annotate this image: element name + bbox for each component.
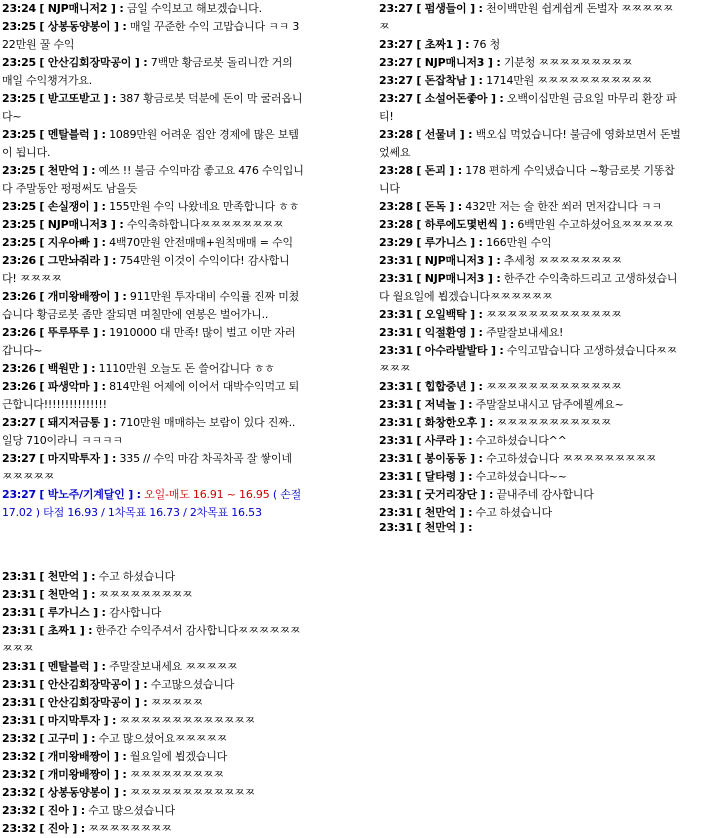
message-author: [ 달타령 ] :: [416, 470, 473, 483]
message-author: [ 봉이동동 ] :: [416, 452, 483, 465]
message-text: ㅉㅉㅉㅉㅉㅉㅉㅉㅉㅉㅉㅉ: [129, 786, 256, 799]
chat-message: [379, 468, 681, 486]
message-timestamp: 23:25: [2, 164, 37, 177]
message-author: [ 선물녀 ] :: [416, 128, 473, 141]
message-timestamp: 23:31: [379, 521, 414, 534]
message-author: [ 오일백탁 ] :: [416, 308, 483, 321]
message-author: [ 천만억 ] :: [39, 164, 96, 177]
message-text: 178 편하게 수익냈습니다 ~황금로봇 기똥찹니다: [379, 164, 675, 195]
message-timestamp: 23:31: [379, 434, 414, 447]
message-timestamp: 23:27: [2, 488, 37, 501]
message-timestamp: 23:25: [2, 200, 37, 213]
message-author: [ 돈괴 ] :: [416, 164, 462, 177]
message-text: 수고 하셨습니다: [475, 506, 552, 519]
message-text: 주말잘보내시고 담주에뵐께요~: [475, 398, 624, 411]
chat-log-panel-right: [377, 0, 685, 535]
message-timestamp: 23:27: [379, 2, 414, 15]
chat-log-list: [0, 567, 308, 838]
chat-message: [379, 270, 681, 306]
message-timestamp: 23:31: [2, 696, 37, 709]
chat-message: [379, 450, 681, 468]
message-text: 월요일에 뵙겠습니다: [129, 750, 228, 763]
message-timestamp: 23:31: [379, 470, 414, 483]
message-author: [ NJP매니저2 ] :: [39, 2, 124, 15]
message-author: [ 돈잡착남 ] :: [416, 74, 483, 87]
message-text: 수고 많으셨어요ㅉㅉㅉㅉㅉ: [98, 732, 228, 745]
message-timestamp: 23:31: [2, 678, 37, 691]
message-timestamp: 23:27: [379, 56, 414, 69]
message-text: 754만원 이것이 수익이다! 감사합니다! ㅉㅉㅉㅉ: [2, 254, 290, 285]
message-author: [ 멘탈블럭 ] :: [39, 660, 106, 673]
message-timestamp: 23:31: [2, 570, 37, 583]
message-timestamp: 23:31: [379, 452, 414, 465]
message-author: [ 개미왕배짱이 ] :: [39, 750, 127, 763]
message-author: [ 굿거리장단 ] :: [416, 488, 494, 501]
message-timestamp: 23:31: [379, 488, 414, 501]
message-text: 추세청 ㅉㅉㅉㅉㅉㅉㅉㅉ: [503, 254, 622, 267]
message-author: [ 펌생들이 ] :: [416, 2, 483, 15]
message-text: ㅉㅉㅉㅉㅉㅉㅉㅉㅉ: [98, 588, 193, 601]
chat-message: [2, 568, 304, 586]
message-text: 814만원 어제에 이어서 대박수익먹고 퇴근합니다!!!!!!!!!!!!!!!: [2, 380, 300, 411]
message-text: 수고하셨습니다~~: [475, 470, 567, 483]
message-timestamp: 23:28: [379, 200, 414, 213]
chat-message: [2, 126, 304, 162]
message-text: 끝내주네 감사합니다: [496, 488, 594, 501]
chat-message: [2, 216, 304, 234]
chat-message: [2, 90, 304, 126]
message-author: [ 하루에도몇번씩 ] :: [416, 218, 515, 231]
message-author: [ 파생악마 ] :: [39, 380, 106, 393]
message-author: [ 힙합중년 ] :: [416, 380, 483, 393]
message-timestamp: 23:32: [2, 732, 37, 745]
chat-message: [379, 36, 681, 54]
message-timestamp: 23:26: [2, 290, 37, 303]
message-text: 매일 꾸준한 수익 고맙습니다 ㅋㅋ 322만원 꿀 수익: [2, 20, 300, 51]
message-timestamp: 23:31: [2, 624, 37, 637]
chat-message: [2, 658, 304, 676]
message-timestamp: 23:24: [2, 2, 37, 15]
chat-log-panel-bottom: [0, 567, 308, 835]
message-author: [ 마지막투자 ] :: [39, 452, 117, 465]
message-timestamp: 23:32: [2, 768, 37, 781]
message-text: 1089만원 어려운 집안 경제에 많은 보템이 됩니다.: [2, 128, 299, 159]
message-timestamp: 23:31: [2, 714, 37, 727]
message-text: 수고하셨습니다^^: [475, 434, 567, 447]
message-timestamp: 23:32: [2, 786, 37, 799]
message-timestamp: 23:31: [379, 308, 414, 321]
message-author: [ 익절환영 ] :: [416, 326, 483, 339]
message-timestamp: 23:26: [2, 362, 37, 375]
message-timestamp: 23:28: [379, 128, 414, 141]
message-timestamp: 23:31: [2, 588, 37, 601]
chat-message: [2, 360, 304, 378]
chat-message: [379, 126, 681, 162]
chat-message: [379, 378, 681, 396]
message-timestamp: 23:27: [2, 452, 37, 465]
message-author: [ 안산김회장막공이 ] :: [39, 696, 148, 709]
message-author: [ 돼지저금통 ] :: [39, 416, 117, 429]
chat-message: [2, 0, 304, 18]
message-text: 수고 하셨습니다: [98, 570, 175, 583]
message-text: 6백만원 수고하셨어요ㅉㅉㅉㅉㅉ: [517, 218, 674, 231]
message-author: [ 루가니스 ] :: [416, 236, 483, 249]
message-text: 오백이십만원 금요일 마무리 환장 파티!: [379, 92, 677, 123]
message-text: 155만원 수익 나왔네요 만족합니다 ㅎㅎ: [109, 200, 300, 213]
chat-message: [379, 414, 681, 432]
message-text: 1110만원 오늘도 돈 쓸어갑니다 ㅎㅎ: [98, 362, 275, 375]
message-timestamp: 23:27: [379, 74, 414, 87]
chat-message: [379, 72, 681, 90]
message-text: 감사합니다: [109, 606, 162, 619]
message-timestamp: 23:29: [379, 236, 414, 249]
message-author: [ 진아 ] :: [39, 804, 85, 817]
chat-message: [379, 198, 681, 216]
message-text: ㅉㅉㅉㅉㅉㅉㅉㅉ: [88, 822, 172, 835]
message-author: [ 사쿠라 ] :: [416, 434, 473, 447]
message-text: ㅉㅉㅉㅉㅉㅉㅉㅉㅉㅉㅉㅉㅉ: [486, 308, 622, 321]
chat-message: [2, 378, 304, 414]
message-author: [ 손실쟁이 ] :: [39, 200, 106, 213]
message-text: 387 황금로봇 덕분에 돈이 막 굴러옵니다~: [2, 92, 303, 123]
chat-message: [2, 694, 304, 712]
message-timestamp: 23:31: [379, 344, 414, 357]
chat-message: [2, 18, 304, 54]
message-author: [ 그만놔줘라 ] :: [39, 254, 117, 267]
message-author: [ 진아 ] :: [39, 822, 85, 835]
message-text: 수고하셨습니다 ㅉㅉㅉㅉㅉㅉㅉㅉㅉ: [486, 452, 657, 465]
chat-message: [379, 432, 681, 450]
chat-message: [379, 324, 681, 342]
chat-message: [379, 0, 681, 36]
message-author: [ 마지막투자 ] :: [39, 714, 117, 727]
message-timestamp: 23:26: [2, 254, 37, 267]
message-text: 오일-매도 16.91 ~ 16.95: [144, 488, 270, 501]
message-timestamp: 23:32: [2, 822, 37, 835]
message-timestamp: 23:27: [2, 416, 37, 429]
message-text: 천이백만원 쉽게쉽게 돈벌자 ㅉㅉㅉㅉㅉㅉ: [379, 2, 674, 33]
chat-message: [2, 414, 304, 450]
message-subtext: ( 손절 17.02 ) 타점 16.93 / 1차목표 16.73 / 2차목표 16.53: [2, 488, 302, 519]
message-author: [ 지우아빠 ] :: [39, 236, 106, 249]
message-author: [ 안산김회장막공이 ] :: [39, 56, 148, 69]
message-author: [ 개미왕배짱이 ] :: [39, 768, 127, 781]
chat-log-panel-left: [0, 0, 308, 535]
message-author: [ 상봉동양봉이 ] :: [39, 20, 127, 33]
chat-message: [2, 252, 304, 288]
message-author: [ 저녁놀 ] :: [416, 398, 473, 411]
message-author: [ 개미왕배짱이 ] :: [39, 290, 127, 303]
message-timestamp: 23:31: [379, 398, 414, 411]
message-text: 수익축하합니다ㅉㅉㅉㅉㅉㅉㅉㅉ: [126, 218, 284, 231]
message-text: ㅉㅉㅉㅉㅉㅉㅉㅉㅉㅉㅉㅉㅉ: [119, 714, 256, 727]
message-timestamp: 23:32: [2, 750, 37, 763]
message-timestamp: 23:26: [2, 326, 37, 339]
chat-message: [2, 730, 304, 748]
chat-message: [379, 252, 681, 270]
message-text: 7백만 황금로봇 돌리니깐 거의 매일 수익챙겨가요.: [2, 56, 293, 87]
chat-message: [379, 486, 681, 504]
chat-message: [2, 450, 304, 486]
message-timestamp: 23:31: [2, 606, 37, 619]
message-text: 710만원 매매하는 보람이 있다 진짜..일당 710이라니 ㅋㅋㅋㅋ: [2, 416, 296, 447]
message-text: ㅉㅉㅉㅉㅉㅉㅉㅉㅉㅉㅉㅉㅉ: [486, 380, 622, 393]
chat-message: [2, 586, 304, 604]
message-author: [ 천만억 ] :: [416, 506, 473, 519]
message-text: 백오십 먹었습니다! 불금에 영화보면서 돈벌었쎄요: [379, 128, 681, 159]
chat-message: [379, 162, 681, 198]
chat-message: [2, 604, 304, 622]
chat-message: [379, 216, 681, 234]
message-timestamp: 23:25: [2, 128, 37, 141]
message-timestamp: 23:25: [2, 56, 37, 69]
message-text: 금일 수익보고 해보겠습니다.: [126, 2, 262, 15]
message-author: [ 받고또받고 ] :: [39, 92, 117, 105]
chat-message: [379, 54, 681, 72]
chat-message: [2, 288, 304, 324]
chat-message: [2, 784, 304, 802]
message-author: [ 박노주/기계달인 ] :: [39, 488, 141, 501]
message-text: 예쓰 !! 불금 수익마감 좋고요 476 수익입니다 주말동안 펑펑써도 남을듯: [2, 164, 304, 195]
chat-message: [2, 622, 304, 658]
message-timestamp: 23:27: [379, 92, 414, 105]
message-author: [ 화창한오후 ] :: [416, 416, 494, 429]
message-timestamp: 23:31: [379, 272, 414, 285]
message-author: [ NJP매니저3 ] :: [416, 272, 501, 285]
message-author: [ 루가니스 ] :: [39, 606, 106, 619]
chat-log-list: [0, 0, 308, 522]
chat-message: [2, 712, 304, 730]
chat-notice-message: [2, 486, 304, 522]
message-text: 주말잘보내세요 ㅉㅉㅉㅉㅉ: [109, 660, 238, 673]
message-timestamp: 23:31: [379, 416, 414, 429]
message-timestamp: 23:31: [379, 380, 414, 393]
message-author: [ 상봉동양봉이 ] :: [39, 786, 127, 799]
chat-message: [2, 162, 304, 198]
chat-message: [2, 676, 304, 694]
message-author: [ 돈독 ] :: [416, 200, 462, 213]
message-timestamp: 23:27: [379, 38, 414, 51]
chat-message: [2, 802, 304, 820]
chat-log-list: [377, 0, 685, 537]
message-author: [ 소설어돈좋아 ] :: [416, 92, 504, 105]
message-text: 한주간 수익주셔서 감사합니다ㅉㅉㅉㅉㅉㅉㅉㅉㅉ: [2, 624, 301, 655]
message-timestamp: 23:28: [379, 164, 414, 177]
message-text: 수익고맙습니다 고생하셨습니다ㅉㅉㅉㅉㅉ: [379, 344, 678, 375]
message-text: 166만원 수익: [486, 236, 552, 249]
message-author: [ 초짜1 ] :: [39, 624, 93, 637]
message-timestamp: 23:31: [379, 254, 414, 267]
message-timestamp: 23:31: [2, 660, 37, 673]
chat-message: [2, 766, 304, 784]
chat-message: [379, 306, 681, 324]
message-author: [ 고구미 ] :: [39, 732, 96, 745]
message-author: [ 뚜루뚜루 ] :: [39, 326, 106, 339]
message-text: 주말잘보내세요!: [486, 326, 564, 339]
chat-message: [379, 234, 681, 252]
message-text: 4백70만원 안전매매+원칙매매 = 수익: [109, 236, 293, 249]
chat-message: [2, 234, 304, 252]
message-text: ㅉㅉㅉㅉㅉ: [150, 696, 203, 709]
message-timestamp: 23:31: [379, 326, 414, 339]
message-timestamp: 23:25: [2, 236, 37, 249]
message-author: [ 초짜1 ] :: [416, 38, 470, 51]
message-timestamp: 23:25: [2, 218, 37, 231]
message-author: [ 천만억 ] :: [39, 570, 96, 583]
message-text: ㅉㅉㅉㅉㅉㅉㅉㅉㅉㅉㅉ: [496, 416, 612, 429]
message-timestamp: 23:25: [2, 92, 37, 105]
chat-message: [2, 820, 304, 838]
message-author: [ 천만억 ] :: [39, 588, 96, 601]
message-text: 수고많으셨습니다: [150, 678, 235, 691]
message-text: 76 청: [472, 38, 500, 51]
message-text: 기분청 ㅉㅉㅉㅉㅉㅉㅉㅉㅉ: [503, 56, 633, 69]
message-text: 1714만원 ㅉㅉㅉㅉㅉㅉㅉㅉㅉㅉㅉ: [486, 74, 653, 87]
chat-message: [2, 198, 304, 216]
message-text: 수고 많으셨습니다: [88, 804, 175, 817]
message-timestamp: 23:25: [2, 20, 37, 33]
message-text: 한주간 수익축하드리고 고생하셨습니다 월요일에 뵙겠습니다ㅉㅉㅉㅉㅉㅉ: [379, 272, 678, 303]
message-author: [ 천만억 ] :: [416, 521, 473, 534]
message-text: 911만원 투자대비 수익률 진짜 미쳤습니다 황금로봇 좀만 잘되면 며칠만에 연봉은 벌어가니..: [2, 290, 300, 321]
chat-message: [379, 342, 681, 378]
chat-message: [379, 90, 681, 126]
message-author: [ NJP매니저3 ] :: [416, 56, 501, 69]
message-author: [ NJP매니저3 ] :: [39, 218, 124, 231]
message-text: ㅉㅉㅉㅉㅉㅉㅉㅉㅉ: [129, 768, 224, 781]
message-timestamp: 23:32: [2, 804, 37, 817]
chat-message: [2, 748, 304, 766]
message-timestamp: 23:26: [2, 380, 37, 393]
message-author: [ 멘탈블럭 ] :: [39, 128, 106, 141]
message-text: 432만 저는 술 한잔 쐬러 먼저갑니다 ㅋㅋ: [465, 200, 662, 213]
message-text: 1910000 대 만족! 많이 벌고 이만 자러갑니다~: [2, 326, 296, 357]
chat-message: [2, 324, 304, 360]
message-text: 335 // 수익 마감 차곡차곡 잘 쌓이네 ㅉㅉㅉㅉㅉ: [2, 452, 292, 483]
chat-message: [2, 54, 304, 90]
chat-message: [379, 396, 681, 414]
message-author: [ 안산김회장막공이 ] :: [39, 678, 148, 691]
message-author: [ 아수라발발타 ] :: [416, 344, 504, 357]
message-author: [ 백원만 ] :: [39, 362, 96, 375]
message-timestamp: 23:31: [379, 506, 414, 519]
message-author: [ NJP매니저3 ] :: [416, 254, 501, 267]
message-timestamp: 23:28: [379, 218, 414, 231]
